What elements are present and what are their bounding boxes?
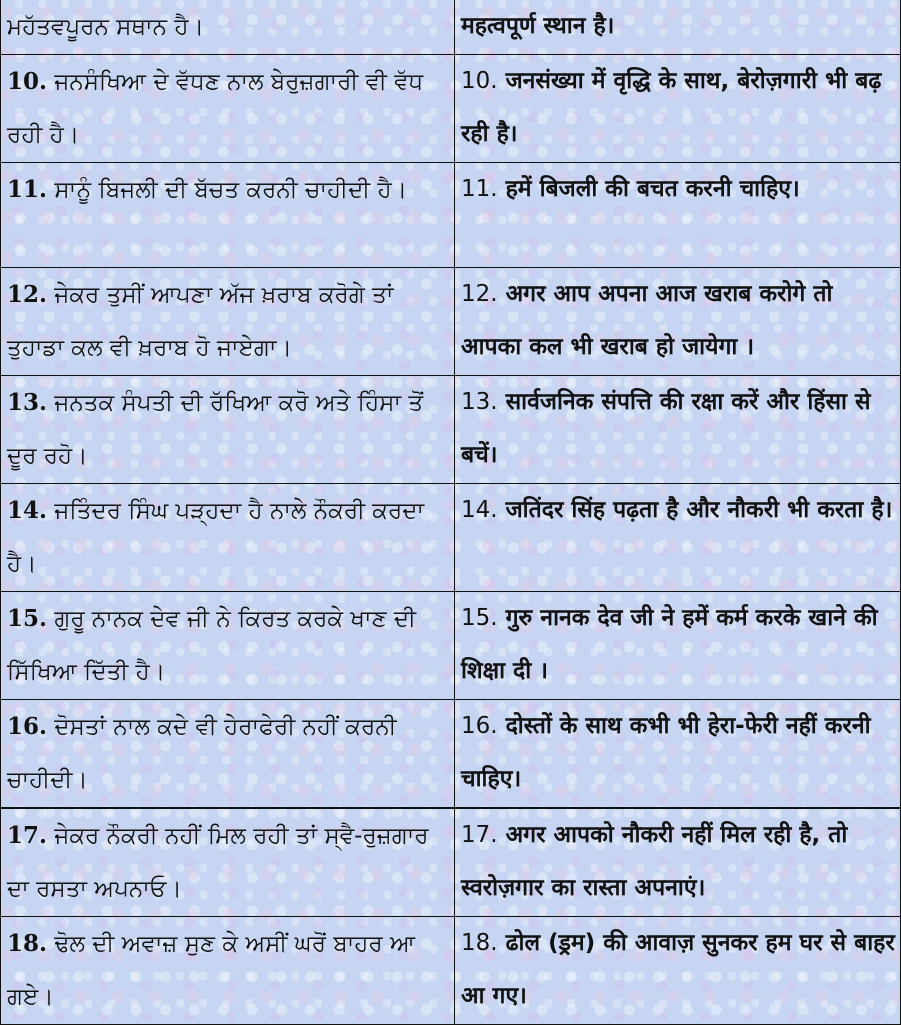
table-row (1, 809, 901, 917)
table-row (1, 163, 901, 268)
hindi-cell (455, 0, 901, 55)
table-row (1, 917, 901, 1025)
hindi-text: अगर आप अपना आज खराब करोगे तो आपका कल भी खराब हो जायेगा । (461, 281, 833, 360)
hindi-text: जतिंदर सिंह पढ़ता है और नौकरी भी करता है। (505, 497, 893, 523)
sentence-number: 16. (461, 713, 498, 739)
hindi-cell (455, 809, 901, 917)
punjabi-cell (1, 809, 455, 917)
hindi-text: दोस्तों के साथ कभी भी हेरा-फेरी नहीं करनी चाहिए। (461, 713, 871, 792)
punjabi-cell (1, 700, 455, 808)
sentence-number: 16. (7, 713, 48, 740)
punjabi-text: ਜੇਕਰ ਨੌਕਰੀ ਨਹੀਂ ਮਿਲ ਰਹੀ ਤਾਂ ਸ੍ਵੈ-ਰੁਜ਼ਗਾਰ ਦਾ ਰਸਤਾ ਅਪਨਾਓ। (7, 823, 429, 902)
punjabi-cell (1, 268, 455, 376)
punjabi-text: ਜਨਸੰਖਿਆ ਦੇ ਵੱਧਣ ਨਾਲ ਬੇਰੁਜ਼ਗਾਰੀ ਵੀ ਵੱਧ ਰਹੀ ਹੈ। (7, 69, 424, 148)
table-row (1, 484, 901, 592)
table-row (1, 376, 901, 484)
sentence-number: 17. (7, 822, 48, 849)
sentence-number: 10. (461, 68, 498, 94)
hindi-text: हमें बिजली की बचत करनी चाहिए। (505, 176, 800, 202)
punjabi-text: ਜੇਕਰ ਤੁਸੀਂ ਆਪਣਾ ਅੱਜ ਖ਼ਰਾਬ ਕਰੋਗੇ ਤਾਂ ਤੁਹਾਡਾ ਕਲ ਵੀ ਖ਼ਰਾਬ ਹੋ ਜਾਏਗਾ। (7, 282, 394, 361)
sentence-number: 18. (461, 930, 498, 956)
punjabi-cell (1, 0, 455, 55)
sentence-number: 10. (7, 68, 48, 95)
sentence-number: 17. (461, 822, 498, 848)
hindi-text: ढोल (ड्रम) की आवाज़ सुनकर हम घर से बाहर आ गए। (461, 930, 895, 1009)
punjabi-cell (1, 376, 455, 484)
hindi-text: महत्वपूर्ण स्थान है। (461, 13, 615, 39)
table-row (1, 592, 901, 700)
sentence-number: 14. (7, 497, 48, 524)
hindi-cell (455, 376, 901, 484)
sentence-number: 12. (461, 281, 498, 307)
table-row (1, 268, 901, 376)
sentence-number: 11. (461, 176, 498, 202)
punjabi-text: ਸਾਨੂੰ ਬਿਜਲੀ ਦੀ ਬੱਚਤ ਕਰਨੀ ਚਾਹੀਦੀ ਹੈ। (54, 177, 408, 203)
punjabi-cell (1, 55, 455, 163)
hindi-text: जनसंख्या में वृद्धि के साथ, बेरोज़गारी भी बढ़ रही है। (461, 68, 882, 147)
punjabi-cell (1, 592, 455, 700)
hindi-cell (455, 268, 901, 376)
hindi-cell (455, 484, 901, 592)
punjabi-text: ਮਹੱਤਵਪੂਰਨ ਸਥਾਨ ਹੈ। (7, 14, 204, 40)
sentence-number: 11. (7, 176, 48, 203)
table-row (1, 55, 901, 163)
hindi-text: सार्वजनिक संपत्ति की रक्षा करें और हिंसा से बचें। (461, 389, 871, 468)
hindi-cell (455, 700, 901, 808)
punjabi-text: ਜਤਿੰਦਰ ਸਿੰਘ ਪੜ੍ਹਦਾ ਹੈ ਨਾਲੇ ਨੌਕਰੀ ਕਰਦਾ ਹੈ। (7, 498, 425, 577)
punjabi-cell (1, 484, 455, 592)
sentence-number: 14. (461, 497, 498, 523)
sentence-number: 15. (461, 605, 498, 631)
punjabi-cell (1, 917, 455, 1025)
table-row (1, 0, 901, 55)
sentence-number: 12. (7, 281, 48, 308)
hindi-cell (455, 917, 901, 1025)
hindi-cell (455, 163, 901, 268)
punjabi-text: ਢੋਲ ਦੀ ਅਵਾਜ਼ ਸੁਣ ਕੇ ਅਸੀਂ ਘਰੋਂ ਬਾਹਰ ਆ ਗਏ। (7, 931, 415, 1010)
hindi-cell (455, 592, 901, 700)
sentence-table-bottom (0, 808, 901, 1025)
sentence-number: 13. (461, 389, 498, 415)
hindi-cell (455, 55, 901, 163)
hindi-text: अगर आपको नौकरी नहीं मिल रही है, तो स्वरोज़गार का रास्ता अपनाएं। (461, 822, 848, 901)
table-row (1, 700, 901, 808)
sentence-number: 13. (7, 389, 48, 416)
punjabi-text: ਦੋਸਤਾਂ ਨਾਲ ਕਦੇ ਵੀ ਹੇਰਾਫੇਰੀ ਨਹੀਂ ਕਰਨੀ ਚਾਹੀਦੀ। (7, 714, 397, 793)
sentence-number: 18. (7, 930, 48, 957)
punjabi-cell (1, 163, 455, 268)
sentence-number: 15. (7, 605, 48, 632)
punjabi-text: ਗੁਰੂ ਨਾਨਕ ਦੇਵ ਜੀ ਨੇ ਕਿਰਤ ਕਰਕੇ ਖਾਣ ਦੀ ਸਿੱਖਿਆ ਦਿੱਤੀ ਹੈ। (7, 606, 417, 685)
punjabi-text: ਜਨਤਕ ਸੰਪਤੀ ਦੀ ਰੱਖਿਆ ਕਰੋ ਅਤੇ ਹਿੰਸਾ ਤੋਂ ਦੂਰ ਰਹੋ। (7, 390, 424, 469)
hindi-text: गुरु नानक देव जी ने हमें कर्म करके खाने की शिक्षा दी । (461, 605, 878, 684)
